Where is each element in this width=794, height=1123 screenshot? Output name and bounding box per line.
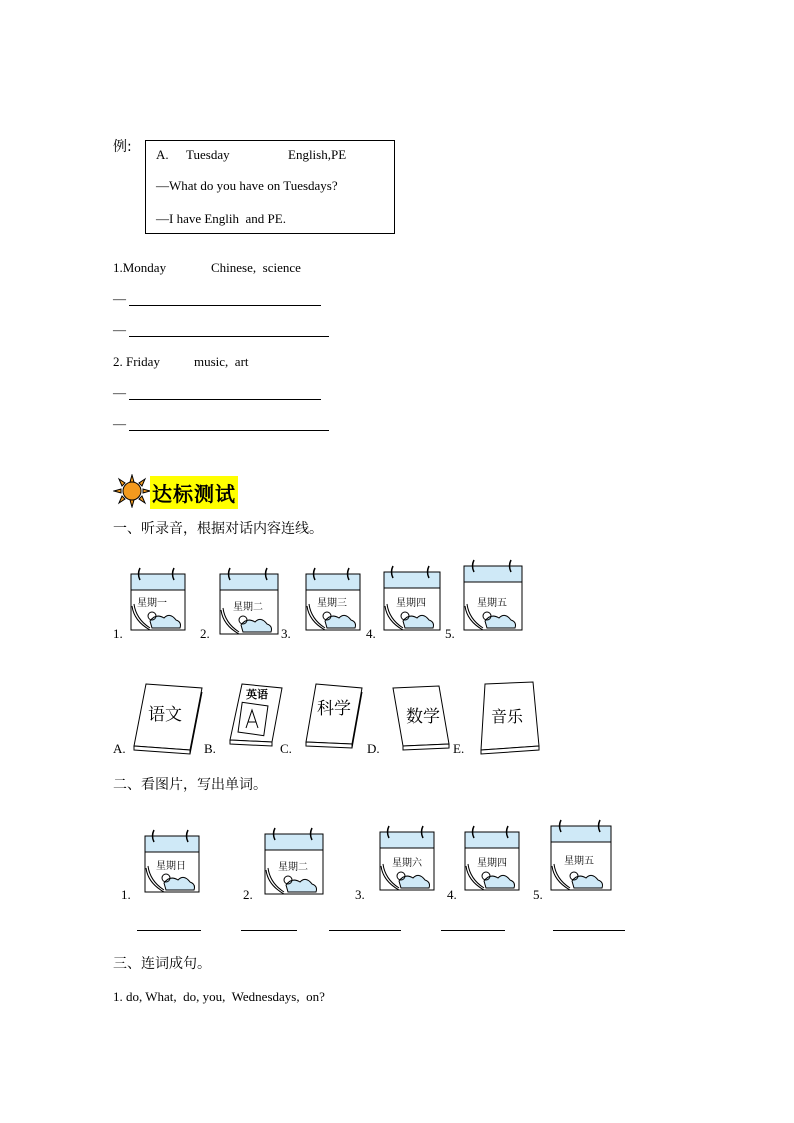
example-day: Tuesday [186,147,230,162]
calendar-saturday [379,824,435,897]
practice-2-subjects: music, art [194,354,249,369]
example-answer: —I have Englih and PE. [156,211,286,226]
example-question: —What do you have on Tuesdays? [156,178,338,193]
example-subjects: English,PE [288,147,347,162]
book-label: 英语 [246,688,268,701]
practice-2-day: 2. Friday [113,354,160,369]
book-letter: A. [113,741,126,756]
calendar-day: 星期五 [564,856,594,867]
book-letter: C. [280,741,292,756]
calendar-day: 星期二 [278,862,308,873]
calendar-monday [130,566,186,637]
answer-line[interactable] [129,336,329,337]
book-music [475,680,543,761]
calendar-number: 3. [281,626,291,641]
calendar-friday [463,558,523,637]
example-letter: A. [156,147,169,162]
answer-line[interactable] [129,305,321,306]
book-letter: E. [453,741,465,756]
calendar-day: 星期二 [233,602,263,613]
practice-1-day: 1.Monday [113,260,167,275]
answer-line[interactable] [329,930,401,931]
calendar-day: 星期三 [317,598,347,609]
dash: — [113,416,126,431]
calendar-number: 1. [121,887,131,902]
book-letter: B. [204,741,216,756]
book-label: 科学 [317,699,351,719]
calendar-number: 5. [533,887,543,902]
dash: — [113,322,126,337]
calendar-day: 星期五 [477,598,507,609]
practice-1-subjects: Chinese, science [211,260,301,275]
calendar-friday [550,818,612,897]
calendar-sunday [144,828,200,899]
book-english [226,682,284,753]
section-title: 达标测试 [150,476,238,509]
calendar-tuesday [264,826,324,901]
book-letter: D. [367,741,380,756]
part1-title: 一、听录音，根据对话内容连线。 [113,521,323,537]
calendar-number: 4. [366,626,376,641]
calendar-thursday [383,564,441,637]
sun-icon [113,474,151,508]
dash: — [113,291,126,306]
calendar-number: 2. [243,887,253,902]
calendar-number: 4. [447,887,457,902]
book-label: 语文 [148,705,182,725]
dash: — [113,385,126,400]
book-math [389,684,451,759]
part3-title: 三、连词成句。 [113,956,211,972]
part3-question-1: 1. do, What, do, you, Wednesdays, on? [113,989,325,1004]
example-box [145,140,395,234]
calendar-number: 3. [355,887,365,902]
calendar-number: 1. [113,626,123,641]
calendar-wednesday [305,566,361,637]
book-label: 数学 [406,707,440,727]
calendar-tuesday [219,566,279,641]
calendar-thursday [464,824,520,897]
answer-line[interactable] [553,930,625,931]
calendar-day: 星期一 [137,598,167,609]
answer-line[interactable] [241,930,297,931]
example-label: 例: [113,139,132,155]
answer-line[interactable] [137,930,201,931]
part2-title: 二、看图片，写出单词。 [113,777,267,793]
book-chinese [128,682,204,761]
calendar-day: 星期四 [396,598,426,609]
calendar-day: 星期六 [392,858,422,869]
calendar-day: 星期四 [477,858,507,869]
calendar-day: 星期日 [156,861,186,872]
answer-line[interactable] [129,430,329,431]
calendar-number: 2. [200,626,210,641]
book-science [302,682,364,757]
calendar-number: 5. [445,626,455,641]
answer-line[interactable] [441,930,505,931]
answer-line[interactable] [129,399,321,400]
book-label: 音乐 [491,707,524,726]
